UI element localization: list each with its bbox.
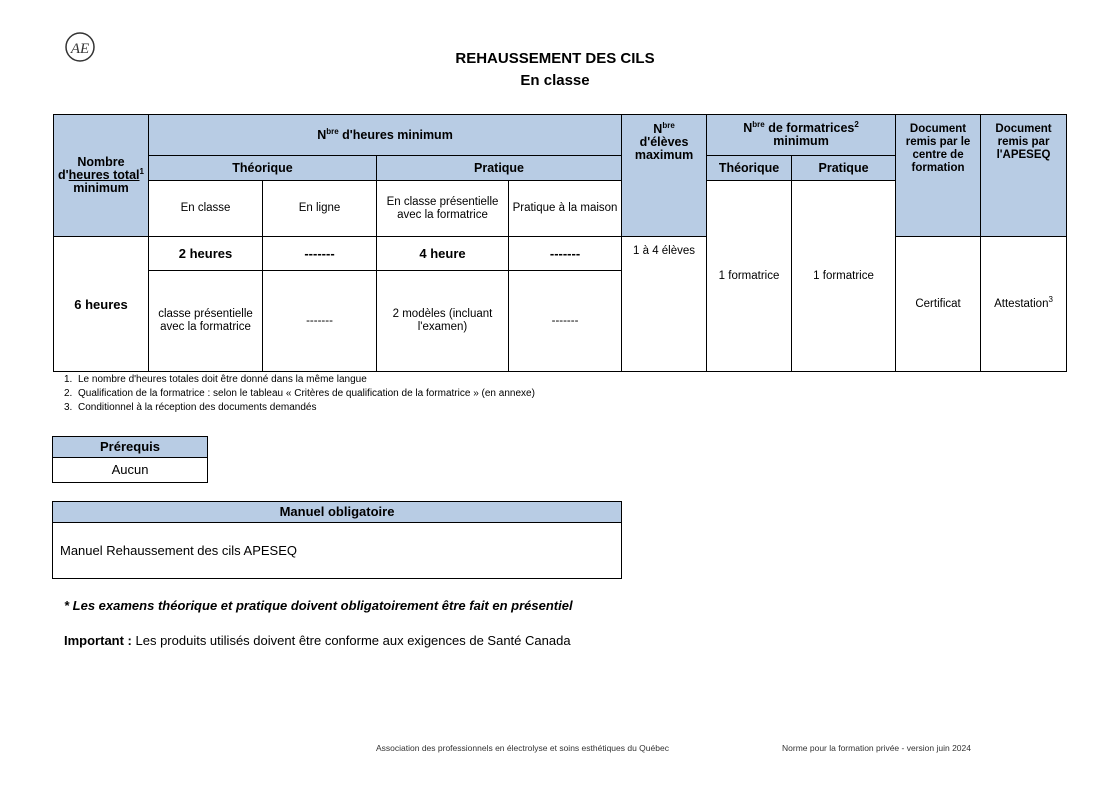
prerequisites-header: Prérequis [53,437,207,458]
footnote-2: 2. Qualification de la formatrice : selon le tableau « Critères de qualification de la formatrice » (en annexe) [64,388,535,399]
trainer-pratique-cell: 1 formatrice [792,181,896,372]
header-doc-centre: Document remis par le centre de formation [896,115,981,237]
total-hours-cell: 6 heures [54,237,149,372]
manual-value: Manuel Rehaussement des cils APESEQ [60,543,298,558]
prat-maison-hours: ------- [509,237,622,271]
header-min-hours: $N^{bre}$ d'heures minimum [149,115,622,156]
header-total-hours: Nombre d'heures total$^1$ minimum [54,115,149,237]
header-trainer-theorique: Théorique [707,156,792,181]
theo-ligne-detail: ------- [263,271,377,372]
theo-classe-detail: classe présentielle avec la formatrice [149,271,263,372]
header-theorique: Théorique [149,156,377,181]
prat-classe-hours: 4 heure [377,237,509,271]
page-title: REHAUSSEMENT DES CILS [455,50,655,67]
header-max-students: $N^{bre}$ d'élèves maximum [622,115,707,237]
prat-maison-detail: ------- [509,271,622,372]
svg-text:AE: AE [70,41,90,57]
manual-header: Manuel obligatoire [53,502,621,523]
doc-apeseq-cell: Attestation$^3$ [981,237,1067,372]
trainer-theorique-cell: 1 formatrice [707,181,792,372]
page-subtitle: En classe [520,72,590,89]
theo-ligne-hours: ------- [263,237,377,271]
important-note: Important : Les produits utilisés doivent être conforme aux exigences de Santé Canada [64,633,571,648]
manual-box [52,501,622,579]
header-trainers: $N^{bre}$ de formatrices$^2$ minimum [707,115,896,156]
footnote-3: 3. Conditionnel à la réception des documents demandés [64,402,317,413]
prat-classe-detail: 2 modèles (incluant l'examen) [377,271,509,372]
prerequisites-value: Aucun [111,462,149,477]
footer-association: Association des professionnels en électrolyse et soins esthétiques du Québec [376,743,669,753]
footer-version: Norme pour la formation privée - version juin 2024 [782,743,971,753]
sub-presentielle: En classe présentielle avec la formatrice [377,181,509,237]
header-doc-apeseq: Document remis par l'APESEQ [981,115,1067,237]
header-trainer-pratique: Pratique [792,156,896,181]
sub-en-ligne: En ligne [263,181,377,237]
training-table [53,114,1067,372]
max-students-cell: 1 à 4 élèves [622,237,707,372]
exam-note: * Les examens théorique et pratique doivent obligatoirement être fait en présentiel [64,598,573,613]
prerequisites-box [52,436,208,483]
sub-maison: Pratique à la maison [509,181,622,237]
doc-centre-cell: Certificat [896,237,981,372]
footnotes [64,373,535,415]
header-pratique: Pratique [377,156,622,181]
theo-classe-hours: 2 heures [149,237,263,271]
footnote-1: 1. Le nombre d'heures totales doit être donné dans la même langue [64,374,367,385]
sub-en-classe: En classe [149,181,263,237]
